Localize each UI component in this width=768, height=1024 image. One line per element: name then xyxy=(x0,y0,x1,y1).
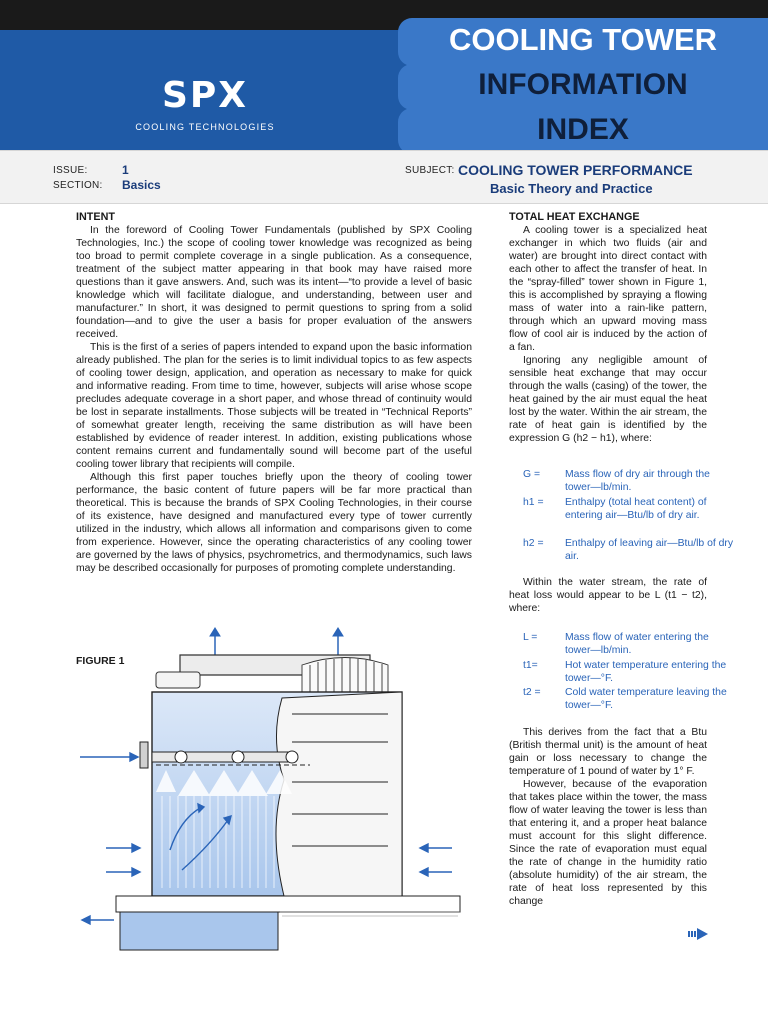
air-definitions: G = Mass flow of dry air through the tower—lb/min. h1 = Enthalpy (total heat content) of entering air—Btu/lb of dry air. h2 = Enthalpy of leaving air—Btu/lb of dry air. xyxy=(523,469,734,562)
motor xyxy=(156,672,200,688)
logo-subtitle: COOLING TECHNOLOGIES xyxy=(135,122,275,132)
issue-bar xyxy=(0,150,768,204)
intent-paragraph-2: This is the first of a series of papers intended to expand upon the basic information already published. The plan for the series is to limit individual topics to as few aspects of cooling tower design, application, and operation as necessary to make for quick and informative reading. From time to time, however, subjects will arise whose scope precludes adequate coverage in a short paper, and whose thread of continuity would be lost in separate installments. Those subjects will be treated in “Technical Reports” of somewhat greater length, receiving the same distribution as will have been established by evidence of reader interest. In addition, existing publications whose content remains current and fundamentally sound will become part of the useful cooling tower library that recipients will compile. xyxy=(76,342,472,470)
issue-label: ISSUE: xyxy=(53,165,88,176)
heat-paragraph-5: However, because of the evaporation that takes place within the tower, the mass flow of water leaving the tower is less than that entering it, and a proper heat balance must account for this slight difference. Since the rate of evaporation must equal the rate of change in the humidity ratio (absolute humidity) of the air stream, the rate of heat loss represented by this change xyxy=(509,779,707,907)
header-title-line2: INFORMATION xyxy=(478,68,688,101)
intent-heading: INTENT xyxy=(76,211,115,223)
section-label: SECTION: xyxy=(53,180,103,191)
spx-logo xyxy=(110,76,300,132)
outlet-arrow-icon xyxy=(82,916,114,924)
total-heat-exchange-section xyxy=(509,211,707,445)
total-heat-heading: TOTAL HEAT EXCHANGE xyxy=(509,211,640,223)
water-definitions: L = Mass flow of water entering the tower—lb/min. t1= Hot water temperature entering the tower—°F. t2 = Cold water temperature leaving the tower—°F. xyxy=(523,632,727,711)
casing-cutaway xyxy=(276,692,402,896)
heat-paragraph-3: Within the water stream, the rate of heat loss would appear to be L (t1 − t2), where: xyxy=(509,577,707,614)
header-title-line3: INDEX xyxy=(537,113,629,146)
heat-paragraph-4: This derives from the fact that a Btu (British thermal unit) is the amount of heat gain or loss necessary to change the temperature of 1 pound of water by 1° F. xyxy=(509,727,707,777)
figure-1-cooling-tower-illustration xyxy=(70,620,470,990)
continue-arrow-icon[interactable] xyxy=(688,928,708,940)
intent-section xyxy=(76,211,472,575)
basin-water xyxy=(120,912,278,950)
intent-paragraph-1: In the foreword of Cooling Tower Fundamentals (published by SPX Cooling Technologies, Inc.) the scope of cooling tower knowledge was recognized as being too broad to permit complete coverage in a single publication. As a consequence, treatment of the subject matter appearing in that book may have raised more questions than it gave answers. And, such was its intent—“to provide a level of basic knowledge which will facilitate dialogue, and understanding, between user and manufacturer.” In short, it was designed to permit questions to spring from a solid foundation—and to give the user a basis for proper evaluation of the answers received. xyxy=(76,225,472,340)
cold-water-basin xyxy=(116,896,460,912)
heat-paragraph-1: A cooling tower is a specialized heat exchanger in which two fluids (air and water) are brought into direct contact with each other to affect the transfer of heat. In the “spray-filled” tower shown in Figure 1, this is accomplished by spraying a flowing mass of water into a rain-like pattern, through which an upward moving mass flow of cool air is induced by the action of a fan. xyxy=(509,225,707,353)
logo-text: SPX xyxy=(161,75,249,116)
header-title-line1: COOLING TOWER xyxy=(448,22,718,57)
page-header xyxy=(0,0,768,160)
intent-paragraph-3: Although this first paper touches briefly upon the theory of cooling tower performance, the basic content of future papers will be far more practical than theoretical. This is because the brands of SPX Cooling Technologies, in their course of its existence, have designed and manufactured every type of tower currently utilized in the industry, which allows all information and comparisons given to come from experience. However, since the operating characteristics of any cooling tower are governed by the laws of physics, psychrometrics, and thermodynamics, such laws may be described occasionally for purposes of promoting complete understanding. xyxy=(76,472,472,574)
btu-section xyxy=(509,726,707,908)
water-stream-text xyxy=(509,576,707,615)
subject-subtitle: Basic Theory and Practice xyxy=(490,181,653,196)
section-value: Basics xyxy=(122,178,161,192)
figure-1-label: FIGURE 1 xyxy=(76,655,125,667)
heat-paragraph-2: Ignoring any negligible amount of sensible heat exchange that may occur through the walls (casing) of the tower, the heat gained by the air must equal the heat lost by the water. Within the air stream, the rate of heat gain is identified by the expression G (h2 − h1), where: xyxy=(509,355,707,444)
subject-label: SUBJECT: xyxy=(405,165,455,176)
issue-value: 1 xyxy=(122,163,129,177)
subject-title: COOLING TOWER PERFORMANCE xyxy=(458,162,693,178)
